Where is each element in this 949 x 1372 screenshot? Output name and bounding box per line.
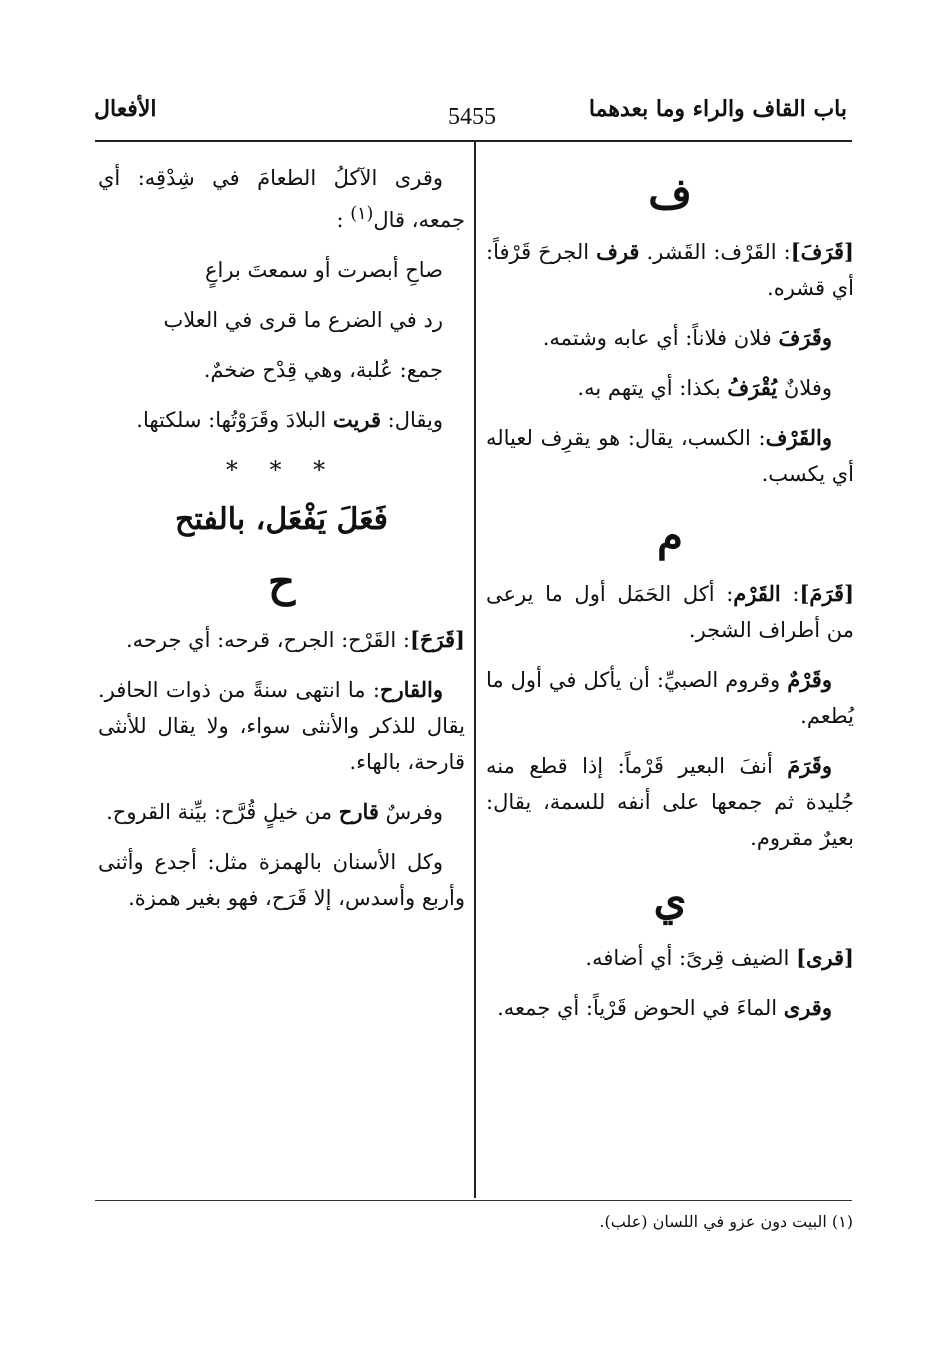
headword: وقرى (783, 995, 832, 1020)
headword: القَرْم (733, 581, 781, 606)
entry-text: : (336, 208, 344, 232)
separator-stars: * * * (225, 456, 338, 484)
entry-qarayt (98, 402, 465, 438)
headword: وقَرْمٌ (787, 667, 832, 692)
entry-qaraf (486, 234, 854, 306)
letter-heading-ya: ي (653, 875, 687, 924)
headword: والقارح (379, 677, 443, 702)
letter-heading-fa: ف (648, 169, 692, 218)
entry-text: : (780, 582, 800, 606)
chapter-title: باب القاف والراء وما بعدهما (588, 96, 847, 122)
entry-alqarf (486, 420, 854, 492)
entry-qaram (486, 576, 854, 648)
footnote-ref[interactable]: (١) (350, 204, 374, 224)
entry-text: ويقال: (380, 408, 443, 432)
entry-qaraf-2 (486, 320, 854, 356)
footnote-rule (95, 1200, 852, 1201)
entry-text: أنفَ البعير قَرْماً: إذا قطع منه جُليدة ثم جمعها على أنفه للسمة، يقال: بعيرٌ مقروم. (486, 754, 854, 850)
entry-text: : ما انتهى سنةً من ذوات الحافر. يقال للذكر والأنثى سواء، ولا يقال للأنثى قارحة، بالهاء. (98, 678, 465, 774)
entry-text: فلان فلاناً: أي عابه وشتمه. (542, 326, 779, 350)
headword: وقَرَفَ (778, 325, 832, 350)
section-header: الأفعال (94, 96, 157, 122)
root-word: [قرى] (796, 945, 854, 970)
entry-text: البلادَ وقَرَوْتُها: سلكتها. (136, 408, 333, 432)
entry-text: الضيف قِرىً: أي أضافه. (585, 946, 797, 970)
page-number: 5455 (448, 104, 496, 130)
entry-text: : أكل الحَمَل أول ما يرعى من أطراف الشجر. (486, 582, 854, 642)
verse-line-1: صاحِ أبصرت أو سمعتَ براعٍ (205, 258, 443, 282)
right-column (486, 160, 854, 1040)
entry-qara-continued (98, 160, 465, 238)
headword: يُقْرَفُ (727, 375, 778, 400)
footnote: (١) البيت دون عزو في اللسان (علب). (599, 1212, 853, 1231)
entry-text: الجرحَ قَرْفاً: أي قشره. (486, 240, 854, 300)
entry-text: من خيلٍ قُرَّح: بيِّنة القروح. (106, 800, 339, 824)
verse-line-2: رد في الضرع ما قرى في العلاب (163, 308, 443, 332)
entry-text: : القَرْح: الجرح، قرحه: أي جرحه. (126, 628, 410, 652)
column-divider (474, 141, 476, 1198)
entry-qarm (486, 662, 854, 734)
entry-text: بكذا: أي يتهم به. (577, 376, 728, 400)
left-column (98, 160, 465, 930)
entry-ulba: جمع: عُلبة، وهي قِدْح ضخمٌ. (203, 358, 443, 382)
entry-text: : الكسب، يقال: هو يقرِف لعياله أي يكسب. (486, 426, 854, 486)
root-word: [قَرَفَ] (790, 239, 854, 264)
entry-qaram-2 (486, 748, 854, 856)
entry-alqarih (98, 672, 465, 780)
root-word: [قَرَحَ] (409, 627, 465, 652)
entry-text: وقروم الصبيِّ: أن يأكل في أول ما يُطعم. (486, 668, 854, 728)
entry-text: الماءَ في الحوض قَرْياً: أي جمعه. (497, 996, 784, 1020)
letter-heading-ha: ح (267, 557, 296, 606)
entry-text: : القَرْف: القَشر. (639, 240, 791, 264)
entry-qara-2 (486, 990, 854, 1026)
root-word: [قَرَمَ] (799, 581, 854, 606)
headword: قريت (332, 407, 381, 432)
headword: قارح (338, 799, 379, 824)
headword: والقَرْف (765, 425, 832, 450)
entry-qara (486, 940, 854, 976)
section-heading: فَعَلَ يَفْعَل، بالفتح (174, 502, 389, 537)
entry-text: وفرسٌ (378, 800, 443, 824)
headword: وقَرَمَ (787, 753, 832, 778)
entry-faras-qarih (98, 794, 465, 830)
headword: قرف (596, 239, 640, 264)
entry-text: وقرى الآكلُ الطعامَ في شِدْقِه: أي جمعه، قال (98, 166, 465, 232)
entry-text: وفلانٌ (777, 376, 832, 400)
entry-asnan: وكل الأسنان بالهمزة مثل: أجدع وأثنى وأربع وأسدس، إلا قَرَح، فهو بغير همزة. (98, 850, 465, 910)
entry-yuqraf (486, 370, 854, 406)
entry-qarah (98, 622, 465, 658)
letter-heading-mim: م (656, 511, 683, 560)
